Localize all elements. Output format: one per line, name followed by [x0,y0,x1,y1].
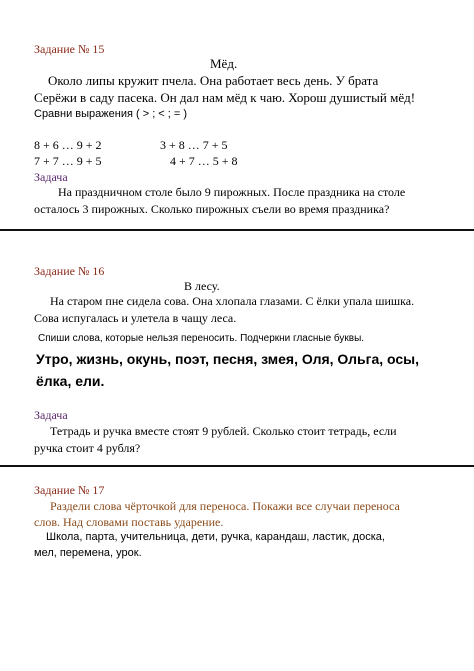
task15-problem-line1: На праздничном столе было 9 пирожных. После праздника на столе [58,185,406,199]
task15-expr-3: 7 + 7 … 9 + 5 [34,154,102,168]
task16-title: В лесу. [184,279,220,293]
task16-words-line1: Утро, жизнь, окунь, поэт, песня, змея, Оля, Ольга, осы, [36,351,420,367]
task16-problem-label: Задача [34,408,68,422]
task17-heading: Задание № 17 [34,483,105,497]
task15-text-line2: Серёжи в саду пасека. Он дал нам мёд к чаю. Хорош душистый мёд! [34,90,416,105]
task15-text-line1: Около липы кружит пчела. Она работает весь день. У брата [48,73,379,88]
task16-text-line1: На старом пне сидела сова. Она хлопала глазами. С ёлки упала шишка. [50,294,415,308]
separator-1 [0,229,474,231]
task16-heading: Задание № 16 [34,264,105,278]
task17-words-line2: мел, перемена, урок. [34,547,142,559]
task16-text-line2: Сова испугалась и улетела в чащу леса. [34,311,237,325]
task15-heading: Задание № 15 [34,42,105,56]
task15-problem-label: Задача [34,170,68,184]
task17-instruction-line1: Раздели слова чёрточкой для переноса. Покажи все случаи переноса [50,499,400,513]
task15-title: Мёд. [210,56,238,71]
task16-problem-line1: Тетрадь и ручка вместе стоят 9 рублей. Сколько стоит тетрадь, если [50,424,397,438]
task16-instruction: Спиши слова, которые нельзя переносить. Подчеркни гласные буквы. [38,333,365,344]
task17-instruction-line2: слов. Над словами поставь ударение. [34,515,224,529]
task15-problem-line2: осталось 3 пирожных. Сколько пирожных съели во время праздника? [34,202,390,216]
task15-expr-2: 3 + 8 … 7 + 5 [160,138,228,152]
task15-compare-instruction: Сравни выражения ( > ; < ; = ) [34,108,188,120]
task15-expr-1: 8 + 6 … 9 + 2 [34,138,102,152]
task16-words-line2: ёлка, ели. [36,373,105,389]
task16-problem-line2: ручка стоит 4 рубля? [34,441,141,455]
task17-words-line1: Школа, парта, учительница, дети, ручка, карандаш, ластик, доска, [46,531,385,543]
task15-expr-4: 4 + 7 … 5 + 8 [170,154,238,168]
separator-2 [0,465,474,467]
